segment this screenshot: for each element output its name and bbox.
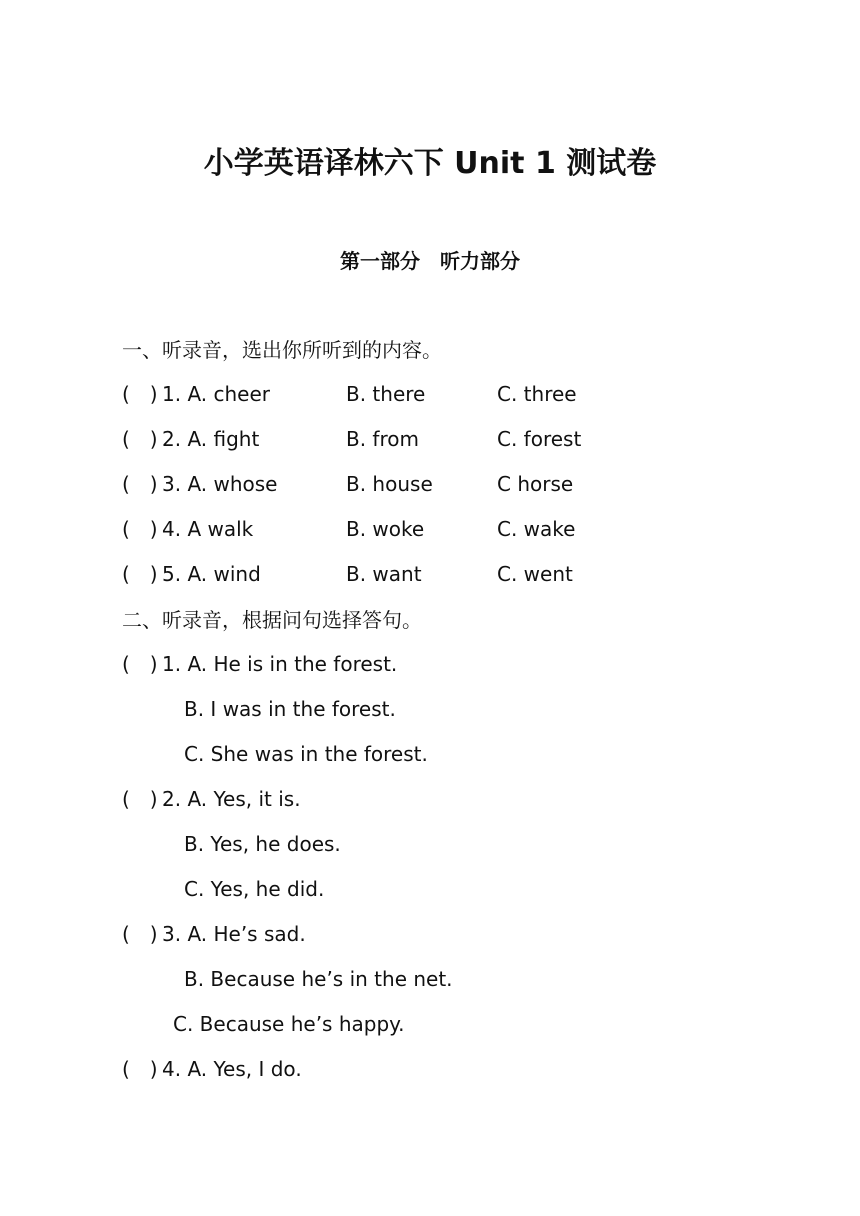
section2-question-2 <box>122 786 742 812</box>
page-title: 小学英语译林六下 Unit 1 测试卷 <box>203 146 657 181</box>
option-c: C. three <box>497 382 577 406</box>
section2-question-4 <box>122 1056 742 1082</box>
option-a: 4. A. Yes, I do. <box>162 1057 302 1081</box>
option-a: 2. A. fight <box>162 427 260 451</box>
answer-blank: ( ) <box>122 562 158 586</box>
section1-item-3 <box>122 471 742 497</box>
option-a: 1. A. He is in the forest. <box>162 652 398 676</box>
section2-heading: 二、听录音，根据问句选择答句。 <box>122 608 422 632</box>
section1-item-1 <box>122 381 742 407</box>
option-b: B. from <box>346 427 419 451</box>
option-c: C. forest <box>497 427 582 451</box>
section2-q1-option-b: B. I was in the forest. <box>184 697 396 721</box>
section2-q3-option-b: B. Because he’s in the net. <box>184 967 453 991</box>
option-b: B. want <box>346 562 422 586</box>
section1-heading: 一、听录音，选出你所听到的内容。 <box>122 338 442 362</box>
option-c: C horse <box>497 472 574 496</box>
option-b: B. woke <box>346 517 425 541</box>
option-b: B. house <box>346 472 433 496</box>
answer-blank: ( ) <box>122 517 158 541</box>
answer-blank: ( ) <box>122 787 158 811</box>
section2-q2-option-c: C. Yes, he did. <box>184 877 325 901</box>
section1-item-5 <box>122 561 742 587</box>
part-title: 第一部分 听力部分 <box>340 249 520 273</box>
option-b: B. there <box>346 382 426 406</box>
section1-item-2 <box>122 426 742 452</box>
option-a: 4. A walk <box>162 517 254 541</box>
answer-blank: ( ) <box>122 1057 158 1081</box>
option-c: C. went <box>497 562 573 586</box>
option-a: 5. A. wind <box>162 562 261 586</box>
answer-blank: ( ) <box>122 652 158 676</box>
option-a: 3. A. whose <box>162 472 278 496</box>
section2-question-3 <box>122 921 742 947</box>
answer-blank: ( ) <box>122 472 158 496</box>
option-a: 1. A. cheer <box>162 382 270 406</box>
section2-q2-option-b: B. Yes, he does. <box>184 832 341 856</box>
answer-blank: ( ) <box>122 382 158 406</box>
answer-blank: ( ) <box>122 922 158 946</box>
section2-q3-option-c: C. Because he’s happy. <box>173 1012 405 1036</box>
answer-blank: ( ) <box>122 427 158 451</box>
section1-item-4 <box>122 516 742 542</box>
section2-q1-option-c: C. She was in the forest. <box>184 742 428 766</box>
option-a: 2. A. Yes, it is. <box>162 787 301 811</box>
section2-question-1 <box>122 651 742 677</box>
option-c: C. wake <box>497 517 576 541</box>
option-a: 3. A. He’s sad. <box>162 922 306 946</box>
